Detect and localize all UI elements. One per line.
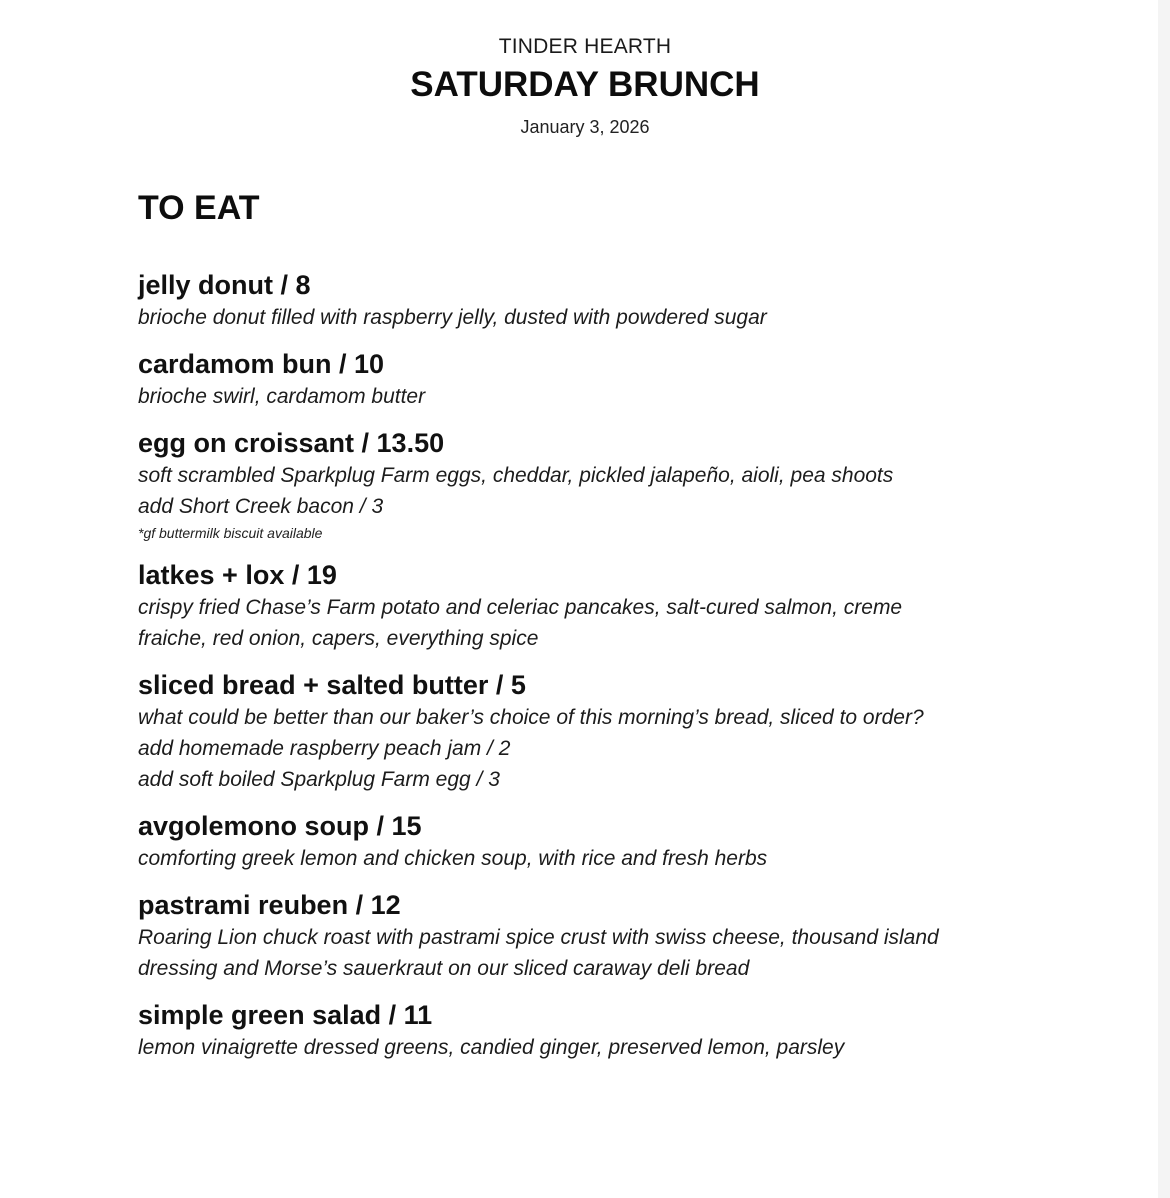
- item-description: dressing and Morse’s sauerkraut on our sliced caraway deli bread: [138, 957, 750, 980]
- item-addon: add homemade raspberry peach jam / 2: [138, 737, 511, 760]
- item-name: latkes + lox / 19: [138, 560, 337, 590]
- item-name: egg on croissant / 13.50: [138, 428, 445, 458]
- item-description: Roaring Lion chuck roast with pastrami spice crust with swiss cheese, thousand island: [138, 926, 939, 949]
- item-name: sliced bread + salted butter / 5: [138, 670, 526, 700]
- menu-item-avgolemono-soup: [138, 809, 1098, 874]
- item-description: brioche swirl, cardamom butter: [138, 385, 426, 408]
- item-name: avgolemono soup / 15: [138, 811, 422, 841]
- item-description: comforting greek lemon and chicken soup, with rice and fresh herbs: [138, 847, 768, 870]
- menu-date: January 3, 2026: [520, 117, 650, 137]
- section-title: TO EAT: [138, 189, 260, 227]
- item-name: pastrami reuben / 12: [138, 890, 401, 920]
- menu-item-cardamom-bun: [138, 347, 1098, 412]
- menu-item-pastrami-reuben: [138, 888, 1098, 984]
- item-description: what could be better than our baker’s choice of this morning’s bread, sliced to order?: [138, 706, 924, 729]
- item-name: cardamom bun / 10: [138, 349, 385, 379]
- item-name: simple green salad / 11: [138, 1000, 433, 1030]
- item-addon: add Short Creek bacon / 3: [138, 495, 384, 518]
- item-description: brioche donut filled with raspberry jelly, dusted with powdered sugar: [138, 306, 767, 329]
- item-description: lemon vinaigrette dressed greens, candied ginger, preserved lemon, parsley: [138, 1036, 845, 1059]
- menu-item-sliced-bread: [138, 668, 1098, 795]
- menu-item-egg-on-croissant: [138, 426, 1098, 544]
- item-description: soft scrambled Sparkplug Farm eggs, cheddar, pickled jalapeño, aioli, pea shoots: [138, 464, 894, 487]
- item-addon: add soft boiled Sparkplug Farm egg / 3: [138, 768, 500, 791]
- restaurant-name: TINDER HEARTH: [498, 35, 672, 58]
- menu-item-jelly-donut: [138, 268, 1098, 333]
- item-footnote: *gf buttermilk biscuit available: [138, 525, 323, 541]
- item-description: crispy fried Chase’s Farm potato and celeriac pancakes, salt-cured salmon, creme: [138, 596, 903, 619]
- item-description: fraiche, red onion, capers, everything spice: [138, 627, 539, 650]
- menu-content: [138, 186, 1098, 1077]
- item-name: jelly donut / 8: [138, 270, 311, 300]
- menu-item-latkes-lox: [138, 558, 1098, 654]
- menu-header: [0, 34, 1170, 138]
- menu-item-green-salad: [138, 998, 1098, 1063]
- menu-title: SATURDAY BRUNCH: [410, 65, 760, 104]
